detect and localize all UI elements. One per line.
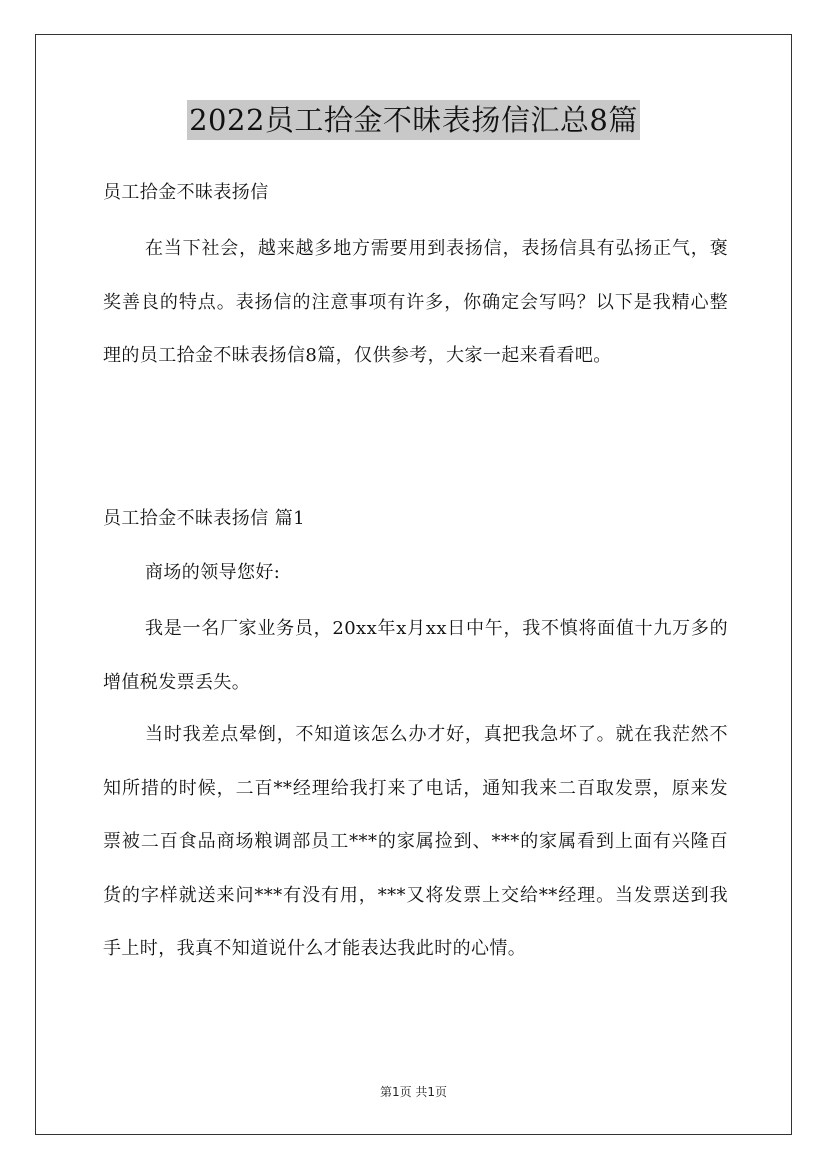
greeting-line: 商场的领导您好: [145,562,281,583]
section-heading: 员工拾金不昧表扬信 篇1 [103,508,305,529]
intro-heading: 员工拾金不昧表扬信 [103,182,269,203]
body-paragraph: 当时我差点晕倒，不知道该怎么办才好，真把我急坏了。就在我茫然不知所措的时候，二百**经理给我打来了电话，通知我来二百取发票，原来发票被二百食品商场粮调部员工***的家属捡到、***的家属看到上面有兴隆百货的字样就送来问***有没有用，***又将发票上交给**经理。当发票送到我手上时，我真不知道说什么才能表达我此时的心情。 [103,724,728,959]
intro-paragraph: 在当下社会，越来越多地方需要用到表扬信，表扬信具有弘扬正气，褒奖善良的特点。表扬信的注意事项有许多，你确定会写吗？以下是我精心整理的员工拾金不昧表扬信8篇，仅供参考，大家一起来看看吧。 [103,238,728,366]
page-number-footer: 第1页 共1页 [379,1085,448,1099]
title-container [0,100,827,140]
body-paragraph: 我是一名厂家业务员，20xx年x月xx日中午，我不慎将面值十九万多的增值税发票丢失。 [103,618,728,693]
document-title: 2022员工拾金不昧表扬信汇总8篇 [187,100,640,140]
